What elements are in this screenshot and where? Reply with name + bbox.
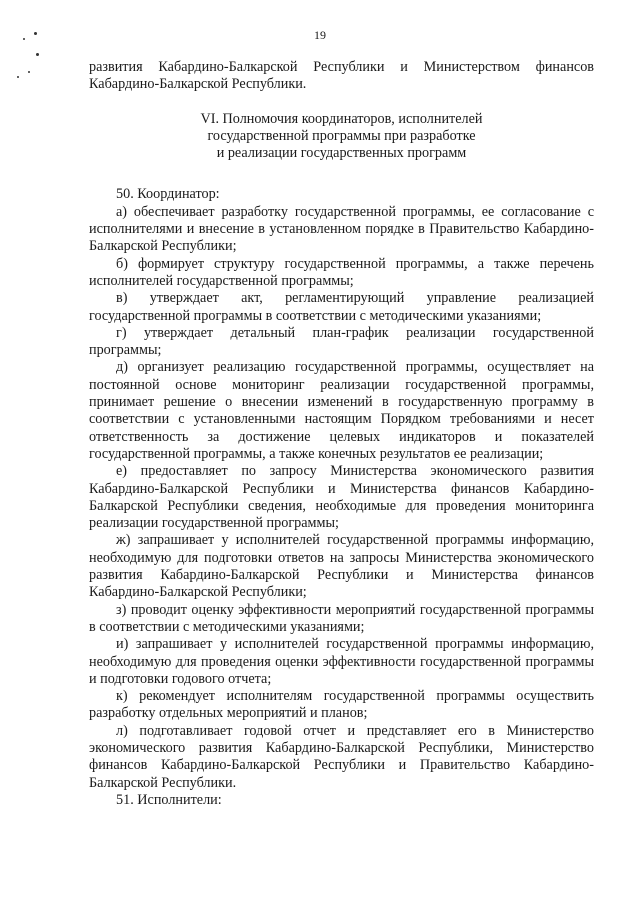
heading-line: государственной программы при разработке [207, 127, 476, 144]
clause-z: з) проводит оценку эффективности мероприятий государственной программы в соответствии с методическими указаниями; [89, 601, 594, 635]
clause-k: к) рекомендует исполнителям государственной программы осуществить разработку отдельных мероприятий и планов; [89, 688, 594, 722]
scan-speck [17, 76, 19, 78]
clause-zh: ж) запрашивает у исполнителей государственной программы информацию, необходимую для подготовки ответов на запросы Министерства экономического развития Кабардино-Балкарской Республики и Министерства финансов Кабардино-Балкарской Республики; [89, 532, 594, 601]
clause-l: л) подготавливает годовой отчет и представляет его в Министерство экономического развития Кабардино-Балкарской Республики, Министерство финансов Кабардино-Балкарской Республики и Правительство Кабардино-Балкарской Республики. [89, 722, 594, 791]
clause-50-title: 50. Координатор: [116, 186, 220, 203]
clause-g: г) утверждает детальный план-график реализации государственной программы; [89, 324, 594, 359]
clause-e: е) предоставляет по запросу Министерства экономического развития Кабардино-Балкарской Республики и Министерства финансов Кабардино-Балкарской Республики сведения, необходимые для проведения мониторинга реализации государственной программы; [89, 463, 594, 532]
heading-line: VI. Полномочия координаторов, исполнителей [200, 110, 483, 127]
heading-line: и реализации государственных программ [216, 145, 467, 162]
clause-d: д) организует реализацию государственной программы, осуществляет на постоянной основе мониторинг реализации государственной программы, принимает решение о внесении изменений в государственную программу в соответствии с установленными настоящим Порядком требованиями и несет ответственность за достижение целевых индикаторов и показателей государственной программы, а также конечных результатов ее реализации; [89, 359, 594, 462]
clause-a: а) обеспечивает разработку государственной программы, ее согласование с исполнителями и внесение в установленном порядке в Правительство Кабардино-Балкарской Республики; [89, 203, 594, 255]
section-heading [89, 111, 594, 163]
clause-v: в) утверждает акт, регламентирующий управление реализацией государственной программы в соответствии с методическими указаниями; [89, 290, 594, 324]
scan-speck [36, 53, 39, 56]
scan-speck [28, 71, 30, 73]
page-number: 19 [314, 28, 326, 42]
intro-paragraph: развития Кабардино-Балкарской Республики и Министерством финансов Кабардино-Балкарской Республики. [89, 59, 594, 93]
document-body [89, 59, 594, 809]
clause-b: б) формирует структуру государственной программы, а также перечень исполнителей государственной программы; [89, 255, 594, 289]
clause-51-title: 51. Исполнители: [116, 791, 222, 808]
clause-i: и) запрашивает у исполнителей государственной программы информацию, необходимую для проведения оценки эффективности государственной программы и подготовки годового отчета; [89, 636, 594, 687]
